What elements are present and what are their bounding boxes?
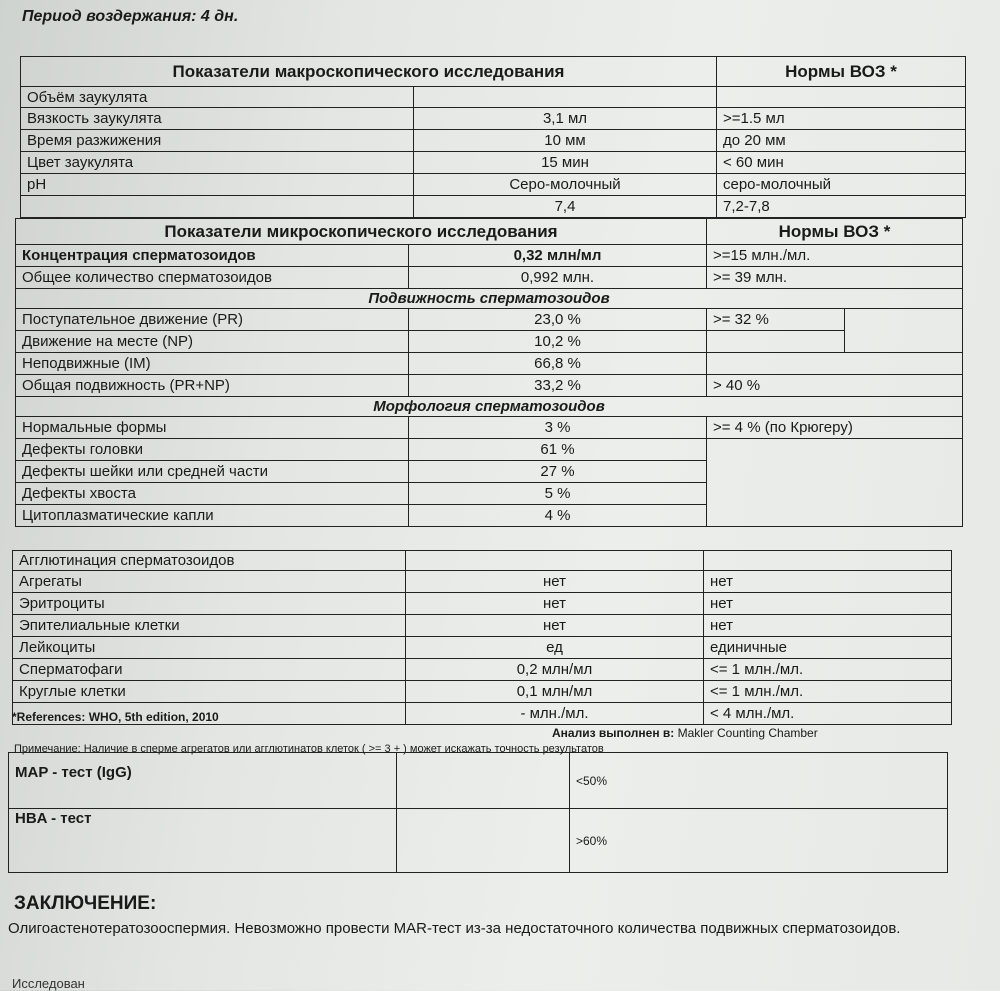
concentration-row: Концентрация сперматозоидов	[16, 245, 409, 267]
table-row: Поступательное движение (PR)	[16, 309, 409, 331]
table-row: Нормальные формы	[16, 417, 409, 439]
table-row: Общая подвижность (PR+NP)	[16, 375, 409, 397]
table-row: Сперматофаги	[13, 659, 406, 681]
conclusion-text: Олигоастенотератозооспермия. Невозможно провести MAR-тест из-за недостаточного количества подвижных сперматозоидов.	[8, 920, 901, 937]
table-row: Дефекты шейки или средней части	[16, 461, 409, 483]
tests-table: MAP - тест (IgG) <50% HBA - тест >60%	[8, 752, 948, 873]
map-test-label: MAP - тест (IgG)	[9, 753, 397, 809]
table-row: Объём заукулята	[21, 87, 414, 108]
morphology-subtitle: Морфология сперматозоидов	[16, 397, 963, 417]
note: Примечание: Наличие в сперме агрегатов или агглютинатов клеток ( >= 3 + ) может искажать точность результатов	[14, 743, 604, 755]
other-table: Агглютинация сперматозоидов Агрегаты нет нет Эритроциты нет нет Эпителиальные клетки нет нет Лейкоциты ед единичные Сперматофаги 0,2 млн/мл <= 1 млн./мл. Круглые клетки 0,1 млн/мл <= 1 млн./мл. - млн./мл. < 4 млн./мл.	[12, 550, 952, 725]
table-row: Круглые клетки	[13, 681, 406, 703]
table-row: Неподвижные (IM)	[16, 353, 409, 375]
table-row: Эпителиальные клетки	[13, 615, 406, 637]
abstinence-period: Период воздержания: 4 дн.	[22, 8, 239, 25]
micro-table: Показатели микроскопического исследования Нормы ВОЗ * Концентрация сперматозоидов 0,32 млн/мл >=15 млн./мл. Общее количество сперматозоидов 0,992 млн. >= 39 млн. Подвижность сперматозоидов Поступательное движение (PR) 23,0 % >= 32 % Движение на месте (NP) 10,2 % Неподвижные (IM) 66,8 % Общая подвижность (PR+NP) 33,2 % > 40 % Морфология сперматозоидов Нормальные формы 3 % >= 4 % (по Крюгеру) Дефекты головки 61 % Дефекты шейки или средней части 27 % Дефекты хвоста 5 % Цитоплазматические капли 4 %	[15, 218, 963, 527]
hba-test-label: HBA - тест	[9, 809, 397, 873]
conclusion-title: ЗАКЛЮЧЕНИЕ:	[14, 893, 157, 914]
table-row: Цвет заукулята	[21, 152, 414, 174]
analysis-method: Анализ выполнен в: Makler Counting Chamber	[552, 726, 818, 740]
table-row: Агглютинация сперматозоидов	[13, 551, 406, 571]
footer-text: Исследован	[12, 976, 85, 991]
total-row: Общее количество сперматозоидов	[16, 267, 409, 289]
table-row: pH	[21, 174, 414, 196]
macro-table: Показатели макроскопического исследования Нормы ВОЗ * Объём заукулята Вязкость заукулята 3,1 мл >=1.5 мл Время разжижения 10 мм до 20 мм Цвет заукулята 15 мин < 60 мин pH Серо-молочный серо-молочный 7,4 7,2-7,8	[20, 56, 966, 218]
motility-subtitle: Подвижность сперматозоидов	[16, 289, 963, 309]
table-row: Движение на месте (NP)	[16, 331, 409, 353]
table-row: Цитоплазматические капли	[16, 505, 409, 527]
macro-norms-title: Нормы ВОЗ *	[717, 57, 966, 87]
micro-title: Показатели микроскопического исследования	[16, 219, 707, 245]
table-row: Лейкоциты	[13, 637, 406, 659]
table-row: Вязкость заукулята	[21, 108, 414, 130]
table-row: Эритроциты	[13, 593, 406, 615]
table-row: Время разжижения	[21, 130, 414, 152]
table-row: Дефекты хвоста	[16, 483, 409, 505]
table-row	[21, 196, 414, 218]
micro-norms-title: Нормы ВОЗ *	[707, 219, 963, 245]
macro-title: Показатели макроскопического исследования	[21, 57, 717, 87]
references: *References: WHO, 5th edition, 2010	[12, 710, 219, 724]
table-row: Агрегаты	[13, 571, 406, 593]
table-row: Дефекты головки	[16, 439, 409, 461]
